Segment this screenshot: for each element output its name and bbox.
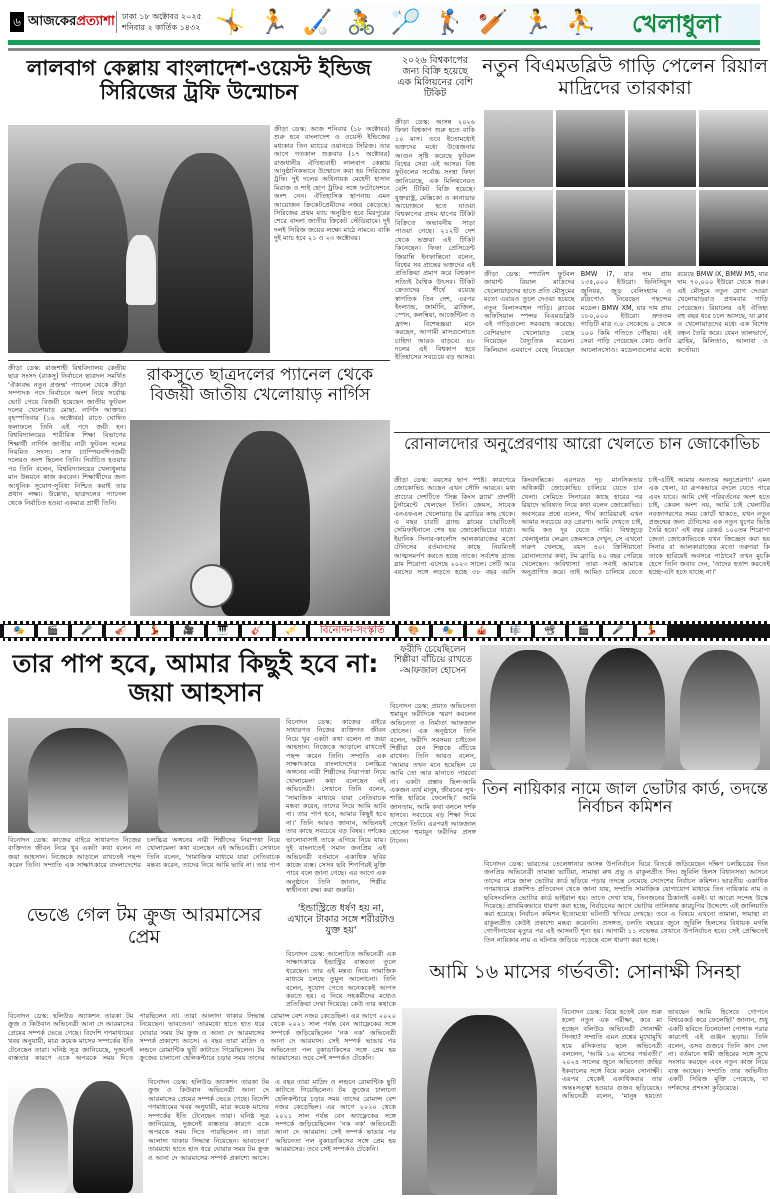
article-body-farid: বিনোদন ডেস্ক: প্রয়াত অভিনেতা হুমায়ুন ফরীদিকে স্মরণ করলেন অভিনেতা ও নির্মাতা আফজাল হোসেন। এক অনুষ্ঠানে তিনি বলেন, ফরীদি সবসময় চাইতেন শিল্পীরা যেন শিল্পকে বাঁচিয়ে রাখেন। তিনি আরও বলেন, 'আমার তখন মনে হয়েছিল যে আমি তো আর মানাতে পারবো না। একটা প্রস্তাব ছিল-আমি একজন ব্যর্থ মানুষ, জীবনের সুখ-শান্তি হারিয়ে ফেলেছি।' আমি জানতাম, আমি কথা বললে দর্শক হাসবে। সবচেয়ে বড় শিক্ষা দিয়ে গেছেন তিনি। এরপরই আফজাল হোসেন হুমায়ুন ফরীদির প্রসঙ্গ টানেন।	[390, 702, 476, 845]
date-block	[116, 11, 202, 33]
sports-icons-banner	[215, 3, 625, 41]
film-frame: 🎭	[433, 625, 463, 637]
headline-tom-cruise: ভেঙে গেল টম ক্রুজ আরমাসের প্রেম	[26, 904, 262, 948]
photo-player-car	[556, 190, 625, 267]
photo-player-car	[556, 110, 625, 187]
headline-lalbag: লালবাগ কেল্লায় বাংলাদেশ-ওয়েস্ট ইন্ডিজ সিরিজের ট্রফি উন্মোচন	[26, 56, 372, 105]
article-body-worldcup: ক্রীড়া ডেস্ক: আসন্ন ২০২৬ ফিফা বিশ্বকাপ শুরু হতে বাকি ১০ মাস। তবে ইতোমধ্যেই ভক্তদের মধ্যে উত্তেজনার আগুন সৃষ্টি করেছে ফুটবল বিশ্বের সেরা এই আসর। বিশ্ব ফুটবলের সর্বোচ্চ সংস্থা ফিফা জানিয়েছে, এক মিলিয়নেরও বেশি টিকিট বিক্রি হয়েছে। যুক্তরাষ্ট্র, মেক্সিকো ও কানাডার আয়োজনে হতে যাওয়া বিশ্বকাপের প্রথম ধাপের টিকিট বিক্রিতে অভাবনীয় সাড়া পাওয়া গেছে। ২১২টি দেশ থেকে ভক্তরা এই টিকিট কিনেছেন। ফিফা প্রেসিডেন্ট জিয়ান্নি ইনফান্তিনো বলেন, বিশ্বের সব প্রান্তের ভক্তদের এই প্রতিক্রিয়া প্রমাণ করে বিশ্বকাপ সত্যিই বৈশ্বিক উৎসব। টিকিট ক্রেতাদের শীর্ষে রয়েছে স্বাগতিক তিন দেশ, এরপর ইংল্যান্ড, জার্মানি, ব্রাজিল, স্পেন, কলম্বিয়া, আর্জেন্টিনা ও ফ্রান্স। বিশেষজ্ঞরা মনে করছেন, আগামী মাসগুলোতে চাহিদা আরও বাড়বে। ৪৮ দলের এই বিশ্বকাপ হবে ইতিহাসের সবচেয়ে বড় আসর।	[395, 118, 475, 362]
photo-player-car	[484, 110, 553, 187]
divider	[394, 432, 770, 433]
film-frame: 💃	[637, 625, 667, 637]
golfer-icon: 🏌	[434, 8, 465, 36]
photo-nargis	[130, 420, 390, 616]
logo-part1: আজকের	[28, 14, 77, 29]
newspaper-logo	[28, 12, 114, 33]
article-body-lalbag: ক্রীড়া ডেস্ক: আজ শনিবার (১৮ অক্টোবর) শুরু হবে বাংলাদেশ ও ওয়েস্ট ইন্ডিজের মধ্যকার তিন ম্যাচের ওয়ানডে সিরিজ। তার আগে গতকাল শুক্রবার (১৭ অক্টোবর) রাজধানীর ঐতিহ্যবাহী লালবাগ কেল্লায় আনুষ্ঠানিকভাবে উন্মোচন করা হয় সিরিজের ট্রফি। দুই দলের অধিনায়ক মেহেদী হাসান মিরাজ ও শাই হোপ ট্রফির সঙ্গে ফটোসেশনে অংশ নেন। ঐতিহাসিক স্থাপনায় এমন আয়োজন ক্রিকেটপ্রেমীদের নজর কেড়েছে। সিরিজের প্রথম ম্যাচ অনুষ্ঠিত হবে মিরপুরের শেরে বাংলা জাতীয় ক্রিকেট স্টেডিয়ামে। দুই দলই সিরিজ জয়ের লক্ষ্যে মাঠে নামবে। বাকি দুই ম্যাচ হবে ২১ ও ২৩ অক্টোবর।	[274, 125, 390, 243]
film-frame: 🎼	[501, 625, 531, 637]
bmw-photo-grid	[484, 110, 768, 266]
photo-player-car	[699, 110, 768, 187]
photo-player-car	[484, 190, 553, 267]
photo-trophy-captains	[8, 125, 270, 353]
hockey-icon: 🏑	[302, 8, 333, 36]
runner-icon: 🏃	[258, 8, 289, 36]
headline-bmw: নতুন বিএমডব্লিউ গাড়ি পেলেন রিয়াল মাদ্রিদের তারকারা	[482, 55, 768, 99]
photo-player-car	[699, 190, 768, 267]
article-body-industry: বিনোদন ডেস্ক: আলোচিত অভিনেত্রী এক সাক্ষাৎকারে ইন্ডাস্ট্রির বাস্তবতা তুলে ধরেছেন। তার এই মন্তব্য নিয়ে সামাজিক মাধ্যমে চলছে তুমুল আলোচনা। তিনি বলেন, সুযোগ পেতে অনেককেই আপস করতে হয়। এ নিয়ে সহকর্মীদের মধ্যেও প্রতিক্রিয়া দেখা দিয়েছে। কেউ তার কথাকে	[286, 950, 396, 1008]
film-frame: 🎤	[72, 625, 102, 637]
headline-djokovic: রোনালদোর অনুপ্রেরণায় আরো খেলতে চান জোকোভিচ	[404, 434, 760, 453]
film-frame: 🎪	[467, 625, 497, 637]
headline-raksu: রাকসুতে ছাত্রদলের প্যানেল থেকে বিজয়ী জাতীয় খেলোয়াড় নার্গিস	[146, 365, 374, 405]
headline-fake-voter: তিন নায়িকার নামে জাল ভোটার কার্ড, তদন্তে নির্বাচন কমিশন	[482, 779, 768, 817]
cyclist-icon: 🚴	[346, 8, 377, 36]
headline-sonakshi: আমি ১৬ মাসের গর্ভবতী: সোনাক্ষী সিনহা	[429, 961, 741, 983]
page-number: ৬	[10, 12, 24, 32]
film-frame: 🎸	[242, 625, 272, 637]
section-title: খেলাধুলা	[632, 10, 721, 38]
film-frame: 🎺	[276, 625, 306, 637]
headline-industry: 'ইন্ডাস্ট্রিতে ধর্ষণ হয় না, এখানে টাকার সঙ্গে শরীরটাও যুক্ত হয়'	[287, 903, 395, 936]
film-frame: 🎭	[4, 625, 34, 637]
badminton-icon: 🏸	[390, 8, 421, 36]
film-frame: 📽	[535, 625, 565, 637]
headline-worldcup: ২০২৬ বিশ্বকাপের জন্য বিক্রি হয়েছে এক মিলিয়নের বেশি টিকিট	[397, 55, 473, 99]
date-bengali: শনিবার ২ কার্তিক ১৪৩২	[122, 23, 201, 32]
trophy-icon	[126, 235, 156, 305]
photo-player-car	[628, 110, 697, 187]
film-frame: 💃	[140, 625, 170, 637]
headline-jaya: তার পাপ হবে, আমার কিছুই হবে না: জয়া আহসান	[12, 649, 379, 707]
article-body-jaya: বিনোদন ডেস্ক: কাজের বাইরে সাধারণত নিজের ব্যক্তিগত জীবন নিয়ে খুব একটা কথা বলেন না জয়া আহসান। নিজেকে আড়ালে রাখতেই পছন্দ করেন তিনি। সম্প্রতি এক সাক্ষাৎকারে বাংলাদেশের চলচ্চিত্র অঙ্গনের নারী শিল্পীদের নিরাপত্তা নিয়ে খোলামেলা কথা বলেছেন এই অভিনেত্রী। সেখানে তিনি বলেন, 'সামাজিক মাধ্যমে যারা নেতিবাচক মন্তব্য করেন, তাদের নিয়ে আমি ভাবি না। তার পাপ হবে, আমার কিছুই হবে না।' তিনি আরও জানান, অভিনয়ই তার কাছে সবচেয়ে বড় বিষয়। দর্শকের ভালোবাসাই তাকে এগিয়ে নিয়ে যায়। দুই বাংলাতেই সমান জনপ্রিয় এই অভিনেত্রী বর্তমানে একাধিক ছবির কাজে ব্যস্ত। সেসব ছবি শিগগিরই মুক্তি পাবে বলে জানা গেছে। এর আগে এক অনুষ্ঠানে তিনি জানান, শিল্পীর স্বাধীনতা রক্ষা করা জরুরি।	[286, 718, 386, 895]
article-body-djokovic: ক্রীড়া ডেস্ক: বয়সের ছাপ স্পষ্ট। কারণেরে জোকোভিচ আছেন এখন সৌদি আরবে। মধ্য প্রাচ্যের দেশটিতে 'সিক্স কিংস স্ল্যাম' প্রদর্শনী টুর্নামেন্টে খেলছেন তিনি। জেমস, সাবেক এনএফএল খেলোয়াড় টম ব্র্যাডির কাছ থেকে। এ বছর চারটি গ্র্যান্ড স্লামের চারটিতেই সেমিফাইনালে শেষ হয় জোকোভিচের যাত্রা। ইয়ানিক সিনার-কার্লোস আলকারাজের মতো টেনিসের বর্তমানদের কাছে নিয়মিতই আত্মসমর্পণ করতে হচ্ছে তাকে। সর্বশেষ গ্র্যান্ড স্লাম শিরোপা এসেছে ২০২৩ সালে। সেটি আর বয়সের সঙ্গে লড়তে হচ্ছে ৩৮ বছর বয়সি কিংবদন্তিকে। এরপরও দৃঢ় মানসিকতার অধিকারী জোকোভিচ চালিয়ে যেতে চান খেলা। সেমিতে সিনারের কাছে হারের পর রিয়াদে ভবিষ্যত নিয়ে কথা বলেন জোকোভিচ। অবসরের প্রশ্নে বলেন, 'দীর্ঘ ক্যারিয়ারই এখন আমার সবচেয়ে বড় প্রেরণা। আমি দেখতে চাই, আমি কত দূর যেতে পারি। বিশ্বজুড়ে খেলাধুলায় লেব্রন জেমসকে দেখুন, সে এখনো দারুণ খেলছে, বয়স ৪০। ক্রিস্টিয়ানো রোনালদোর কথা, টম ব্র্যাডি ৪০ বছর পেরিয়ে খেলেছেন। অবিশ্বাস্য! তারা সবাই আমাকে অনুপ্রাণিত করে। তাই আমিও চালিয়ে যেতে চাই-এটিই আমার অন্যতম অনুপ্রেরণা।' এমন এক খেলা, যা রূপকভাবে বদলে যেতে পারে এবং যাবে। আমি সেই পরিবর্তনের অংশ হতে চাই, কেবল অংশ নয়, আমি চাই খেলাটির নবজাগরণের সময় কোর্টে থাকতে, যখন নতুন প্রজন্মের জন্য টেনিসের এক নতুন যুগের ভিত্তি তৈরি হবে।' এই বছর রেকর্ড ১০০তম শিরোপা জেতা জোকোভিচকে যখন জিজ্ঞেস করা হয় সিনার বা আলকারাজের মতো তরুণরা কি তাকে হারিয়েই অবসরে পাঠাবে? তখন মুচকি হেসে তিনি জবাব দেন, 'তাদের হতাশ করতেই হচ্ছে-এটা হতে যাচ্ছে না।'	[394, 476, 770, 577]
header-green-bar	[8, 40, 760, 45]
film-frame: 🎹	[208, 625, 238, 637]
date-gregorian: ঢাকা ১৮ অক্টোবর ২০২৫	[122, 12, 202, 21]
article-body-raksu: ক্রীড়া ডেস্ক: রাজশাহী বিশ্ববিদ্যালয় কেন্দ্রীয় ছাত্র সংসদ (রাকসু) নির্বাচনে ছাত্রদল সমর্থিত 'ঐক্যবদ্ধ নতুন প্রজন্ম' প্যানেল থেকে ক্রীড়া সম্পাদক পদে নির্বাচনে অংশ নিয়ে সর্বোচ্চ ভোট পেয়ে বিজয়ী হয়েছেন জাতীয় ফুটবল দলের খেলোয়াড় মোছা. নার্গিস আক্তার। বৃহস্পতিবার (১৬ অক্টোবর) রাতে ঘোষিত ফলাফলে তিনি এই পদে জয়ী হন। বিশ্ববিদ্যালয়ের শারীরিক শিক্ষা বিভাগের শিক্ষার্থী নার্গিস জাতীয় নারী ফুটবল দলের নিয়মিত সদস্য। সাফ চ্যাম্পিয়নশিপজয়ী দলেরও অংশ ছিলেন তিনি। নির্বাচিত হওয়ার পর তিনি বলেন, বিশ্ববিদ্যালয়ের খেলাধুলার মান উন্নয়নে কাজ করবেন। শিক্ষার্থীদের জন্য আধুনিক সুযোগ-সুবিধা নিশ্চিত করাই তার প্রধান লক্ষ্য। উল্লেখ্য, ছাত্রদলের প্যানেল থেকে নির্বাচিত হওয়া একমাত্র প্রার্থী তিনি।	[8, 364, 126, 507]
basketball-icon: ⛹	[566, 8, 597, 36]
photo-player-car	[628, 190, 697, 267]
film-frame: 🎬	[569, 625, 599, 637]
athlete-icon: 🏃	[522, 8, 553, 36]
article-body-jaya-col	[286, 718, 386, 898]
film-frame: 🎤	[603, 625, 633, 637]
film-frame: 🎥	[174, 625, 204, 637]
article-body-tom-lower: বিনোদন ডেস্ক: হলিউড অ্যাকশন তারকা টম ক্রুজ ও কিউবান অভিনেত্রী আনা দে আরমাসের প্রেমের সম্পর্ক ভেঙে গেছে। বিদেশি গণমাধ্যমের খবর অনুযায়ী, মাত্র কয়েক মাসের সম্পর্কের ইতি টেনেছেন তারা। ঘনিষ্ঠ সূত্র জানিয়েছে, দুজনেই ব্যস্ততার কারণে একে অপরকে সময় দিতে পারছিলেন না। তারা আলাদা থাকার সিদ্ধান্ত নিয়েছেন। ভাবতেন।' তারমধ্যে হাতে হাত ধরে ঘোরার সময় টম ক্রুজ ও আনা দে আরমাসের সম্পর্ক প্রকাশ্যে আসে। এ বছর তারা মাদ্রিদ ও লন্ডনে রোমান্টিক ছুটি কাটাতে গিয়েছিলেন। টম ক্রুজের চালানো হেলিকপ্টারে চড়ার সময় তাদের রোমান্স বেশ নজর কেড়েছিল। এর আগে ২০২০ থেকে ২০২১ সাল পর্যন্ত বেন অ্যাফ্লেকের সঙ্গে সম্পর্কে জড়িয়েছিলেন 'নক নক' অভিনেত্রী আনা দে আরমাস। সেই সম্পর্ক ভাঙার পর অভিনেতা পল বুকাডাকিসের সঙ্গে প্রেম হয় আরমাসের। তবে সেই সম্পর্কও টেকেনি।	[148, 1078, 396, 1162]
photo-three-actresses	[480, 645, 770, 770]
article-body-bmw: ক্রীড়া ডেস্ক: স্প্যানিশ ফুটবল জায়ান্ট রিয়াল মাদ্রিদের খেলোয়াড়দের হাতে প্রতি মৌসুমের মতো এবারও তুলে দেওয়া হয়েছে নতুন বিলাসবহুল গাড়ি। ক্লাবের অফিসিয়াল স্পন্সর বিএমডব্লিউ এই গাড়িগুলো সরবরাহ করেছে। বেশিরভাগ খেলোয়াড় বেছে নিয়েছেন বৈদ্যুতিক মডেল। কিলিয়ান এমবাপে বেছে নিয়েছেন BMW i7, যার দাম প্রায় ১৩৫,০০০ ইউরো। ভিনিসিয়ুস জুনিয়র, জুড বেলিংহ্যাম ও রদ্রিগোও নিয়েছেন পছন্দের মডেল। BMW XM, যার দাম প্রায় ১৮০,০০০ ইউরো। দ্রুততম গাড়িটি মাত্র ৩.৮ সেকেন্ডে ০ থেকে ১০০ কিমি গতিতে পৌঁছায়। এই সেরা গাড়ি পেয়েছেন কোচ জাবি আলোনসোও। মডেলগুলোর মধ্যে রয়েছে BMW iX, BMW M5, যার দাম ৭০,০০০ ইউরো থেকে শুরু। এই মৌসুমে নতুন যোগ দেওয়া খেলোয়াড়রাও প্রথমবার গাড়ি পেয়েছেন। রিয়ালের এই ঐতিহ্য বহু বছর ধরে চলে আসছে, যা ক্লাব ও খেলোয়াড়দের মধ্যে এক বিশেষ বন্ধন তৈরি করে। যেমন ভালভার্দে, ব্রাহিম, মিলিতাও, আলাবা ও কর্তোয়া।	[484, 270, 768, 354]
article-body-fake-voter: বিনোদন ডেস্ক: ভারতের তেলেঙ্গানার আসন্ন উপনির্বাচন ঘিরে বিতর্কে জড়িয়েছেন দক্ষিণ চলচ্চিত্রের তিন জনপ্রিয় অভিনেত্রী তামান্না ভাটিয়া, সামান্থা রুথ প্রভু ও রাকুলপ্রীত সিং। জুবিলি হিলস বিধানসভা আসনে তাদের নামে জাল ভোটার কার্ড ছড়িয়ে পড়ার তদন্তে নেমেছে সেদেশের নির্বাচন কমিশন। ভারতীয় একাধিক গণমাধ্যমে প্রকাশিত প্রতিবেদন থেকে জানা যায়, সম্প্রতি সামাজিক যোগাযোগ মাধ্যমে তিন নায়িকার নাম ও ছবিসংবলিত ভোটার কার্ড ভাইরাল হয়। তাতে দেখা যায়, তিনজনের ঠিকানাই একই। যা আরো সন্দেহ উস্কে দিয়েছে। প্রাথমিকভাবে ধারণা করা হচ্ছে, নির্বাচনের আগে ভোটার তালিকায় কারচুপির উদ্দেশ্যে এই জালিয়াতি করা হয়েছে। নির্বাচন কমিশন ইতোমধ্যে ঘটনাটি খতিয়ে দেখছে। তবে এ বিষয়ে এখনো তামান্না, সামান্থা বা রাকুলপ্রীত কেউই প্রকাশ্যে মন্তব্য করেননি। প্রসঙ্গত, চলতি বছরের জুনে জুবিলি হিলসের বিধায়ক মগন্তি গোপীনাথের মৃত্যুর পর এই আসনটি শূন্য হয়। আগামী ১১ নভেম্বর সেখানে উপনির্বাচন হবে। সেই প্রেক্ষিতেই তিন নায়িকার নাম এ ঘটনায় জড়িয়ে পড়েছে বলে ধারণা করা হচ্ছে।	[484, 860, 768, 944]
photo-sonakshi	[402, 1008, 557, 1195]
logo-part2: প্রত্যাশা	[76, 14, 115, 29]
culture-section-title: বিনোদন-সংস্কৃতি	[310, 625, 395, 637]
divider	[8, 360, 390, 361]
article-body-jaya-lower: বিনোদন ডেস্ক: কাজের বাইরে সাধারণত নিজের ব্যক্তিগত জীবন নিয়ে খুব একটা কথা বলেন না জয়া আহসান। নিজেকে আড়ালে রাখতেই পছন্দ করেন তিনি। সম্প্রতি এক সাক্ষাৎকারে বাংলাদেশের চলচ্চিত্র অঙ্গনের নারী শিল্পীদের নিরাপত্তা নিয়ে খোলামেলা কথা বলেছেন এই অভিনেত্রী। সেখানে তিনি বলেন, 'সামাজিক মাধ্যমে যারা নেতিবাচক মন্তব্য করেন, তাদের নিয়ে আমি ভাবি না। তার পাপ	[8, 836, 280, 870]
film-frame: 🎻	[106, 625, 136, 637]
photo-jaya-ahsan	[8, 718, 280, 833]
film-frame: 🎬	[38, 625, 68, 637]
football-icon	[190, 564, 234, 608]
film-frame: 🎨	[399, 625, 429, 637]
article-body-tom: বিনোদন ডেস্ক: হলিউড অ্যাকশন তারকা টম ক্রুজ ও কিউবান অভিনেত্রী আনা দে আরমাসের প্রেমের সম্পর্ক ভেঙে গেছে। বিদেশি গণমাধ্যমের খবর অনুযায়ী, মাত্র কয়েক মাসের সম্পর্কের ইতি টেনেছেন তারা। ঘনিষ্ঠ সূত্র জানিয়েছে, দুজনেই ব্যস্ততার কারণে একে অপরকে সময় দিতে পারছিলেন না। তারা আলাদা থাকার সিদ্ধান্ত নিয়েছেন। ভাবতেন।' তারমধ্যে হাতে হাত ধরে ঘোরার সময় টম ক্রুজ ও আনা দে আরমাসের সম্পর্ক প্রকাশ্যে আসে। এ বছর তারা মাদ্রিদ ও লন্ডনে রোমান্টিক ছুটি কাটাতে গিয়েছিলেন। টম ক্রুজের চালানো হেলিকপ্টারে চড়ার সময় তাদের রোমান্স বেশ নজর কেড়েছিল। এর আগে ২০২০ থেকে ২০২১ সাল পর্যন্ত বেন অ্যাফ্লেকের সঙ্গে সম্পর্কে জড়িয়েছিলেন 'নক নক' অভিনেত্রী আনা দে আরমাস। সেই সম্পর্ক ভাঙার পর অভিনেতা পল বুকাডাকিসের সঙ্গে প্রেম হয় আরমাসের। তবে সেই সম্পর্কও টেকেনি।	[8, 1012, 396, 1063]
photo-tom-ana	[8, 1075, 143, 1193]
gymnast-icon: 🤸	[215, 8, 245, 36]
article-body-sonakshi: বিনোদন ডেস্ক: বিয়ে হতেই যেন শুরু হলো নতুন এক পরীক্ষা, কবে মা হচ্ছেন বলিউড অভিনেত্রী সোনাক্ষী সিনহা? সম্প্রতি এমন প্রশ্নের মুখোমুখি হয়ে রসিকতার ছলে অভিনেত্রী বললেন, 'আমি ১৬ মাসের গর্ভবতী।' ২০২৪ সালের জুনে অভিনেতা জহির ইকবালের সঙ্গে বিয়ে করেন সোনাক্ষী। এরপর থেকেই একাধিকবার তার অন্তঃসত্ত্বা হওয়ার গুজব ছড়িয়েছে। অভিনেত্রী বলেন, 'মানুষ হয়তো ভাবছেন আমি হিসেবে গোপনে বিশ্বরেকর্ড করে ফেলেছি!' জানান, শুধু একটি ছবিতে ঢিলেঢালা পোশাক পরার কারণেই এই গুঞ্জন ছড়ায়। তিনি বলেন, এসব গুজবে তিনি কান দেন না। বর্তমানে স্বামী জহিরের সঙ্গে সুখে সংসার করছেন এবং নতুন কাজ নিয়ে ব্যস্ত আছেন। সম্প্রতি তার অভিনীত একটি সিরিজ মুক্তি পেয়েছে, যা দর্শকদের প্রশংসা কুড়িয়েছে।	[562, 1008, 768, 1101]
culture-section-banner	[0, 621, 770, 641]
header-rule	[8, 48, 760, 51]
headline-farid: ফরীদি চেয়েছিলেন শিল্পীরা বাঁচিয়ে রাখতে -আফজাল হোসেন	[394, 645, 472, 676]
cricket-icon: 🏏	[478, 8, 509, 36]
